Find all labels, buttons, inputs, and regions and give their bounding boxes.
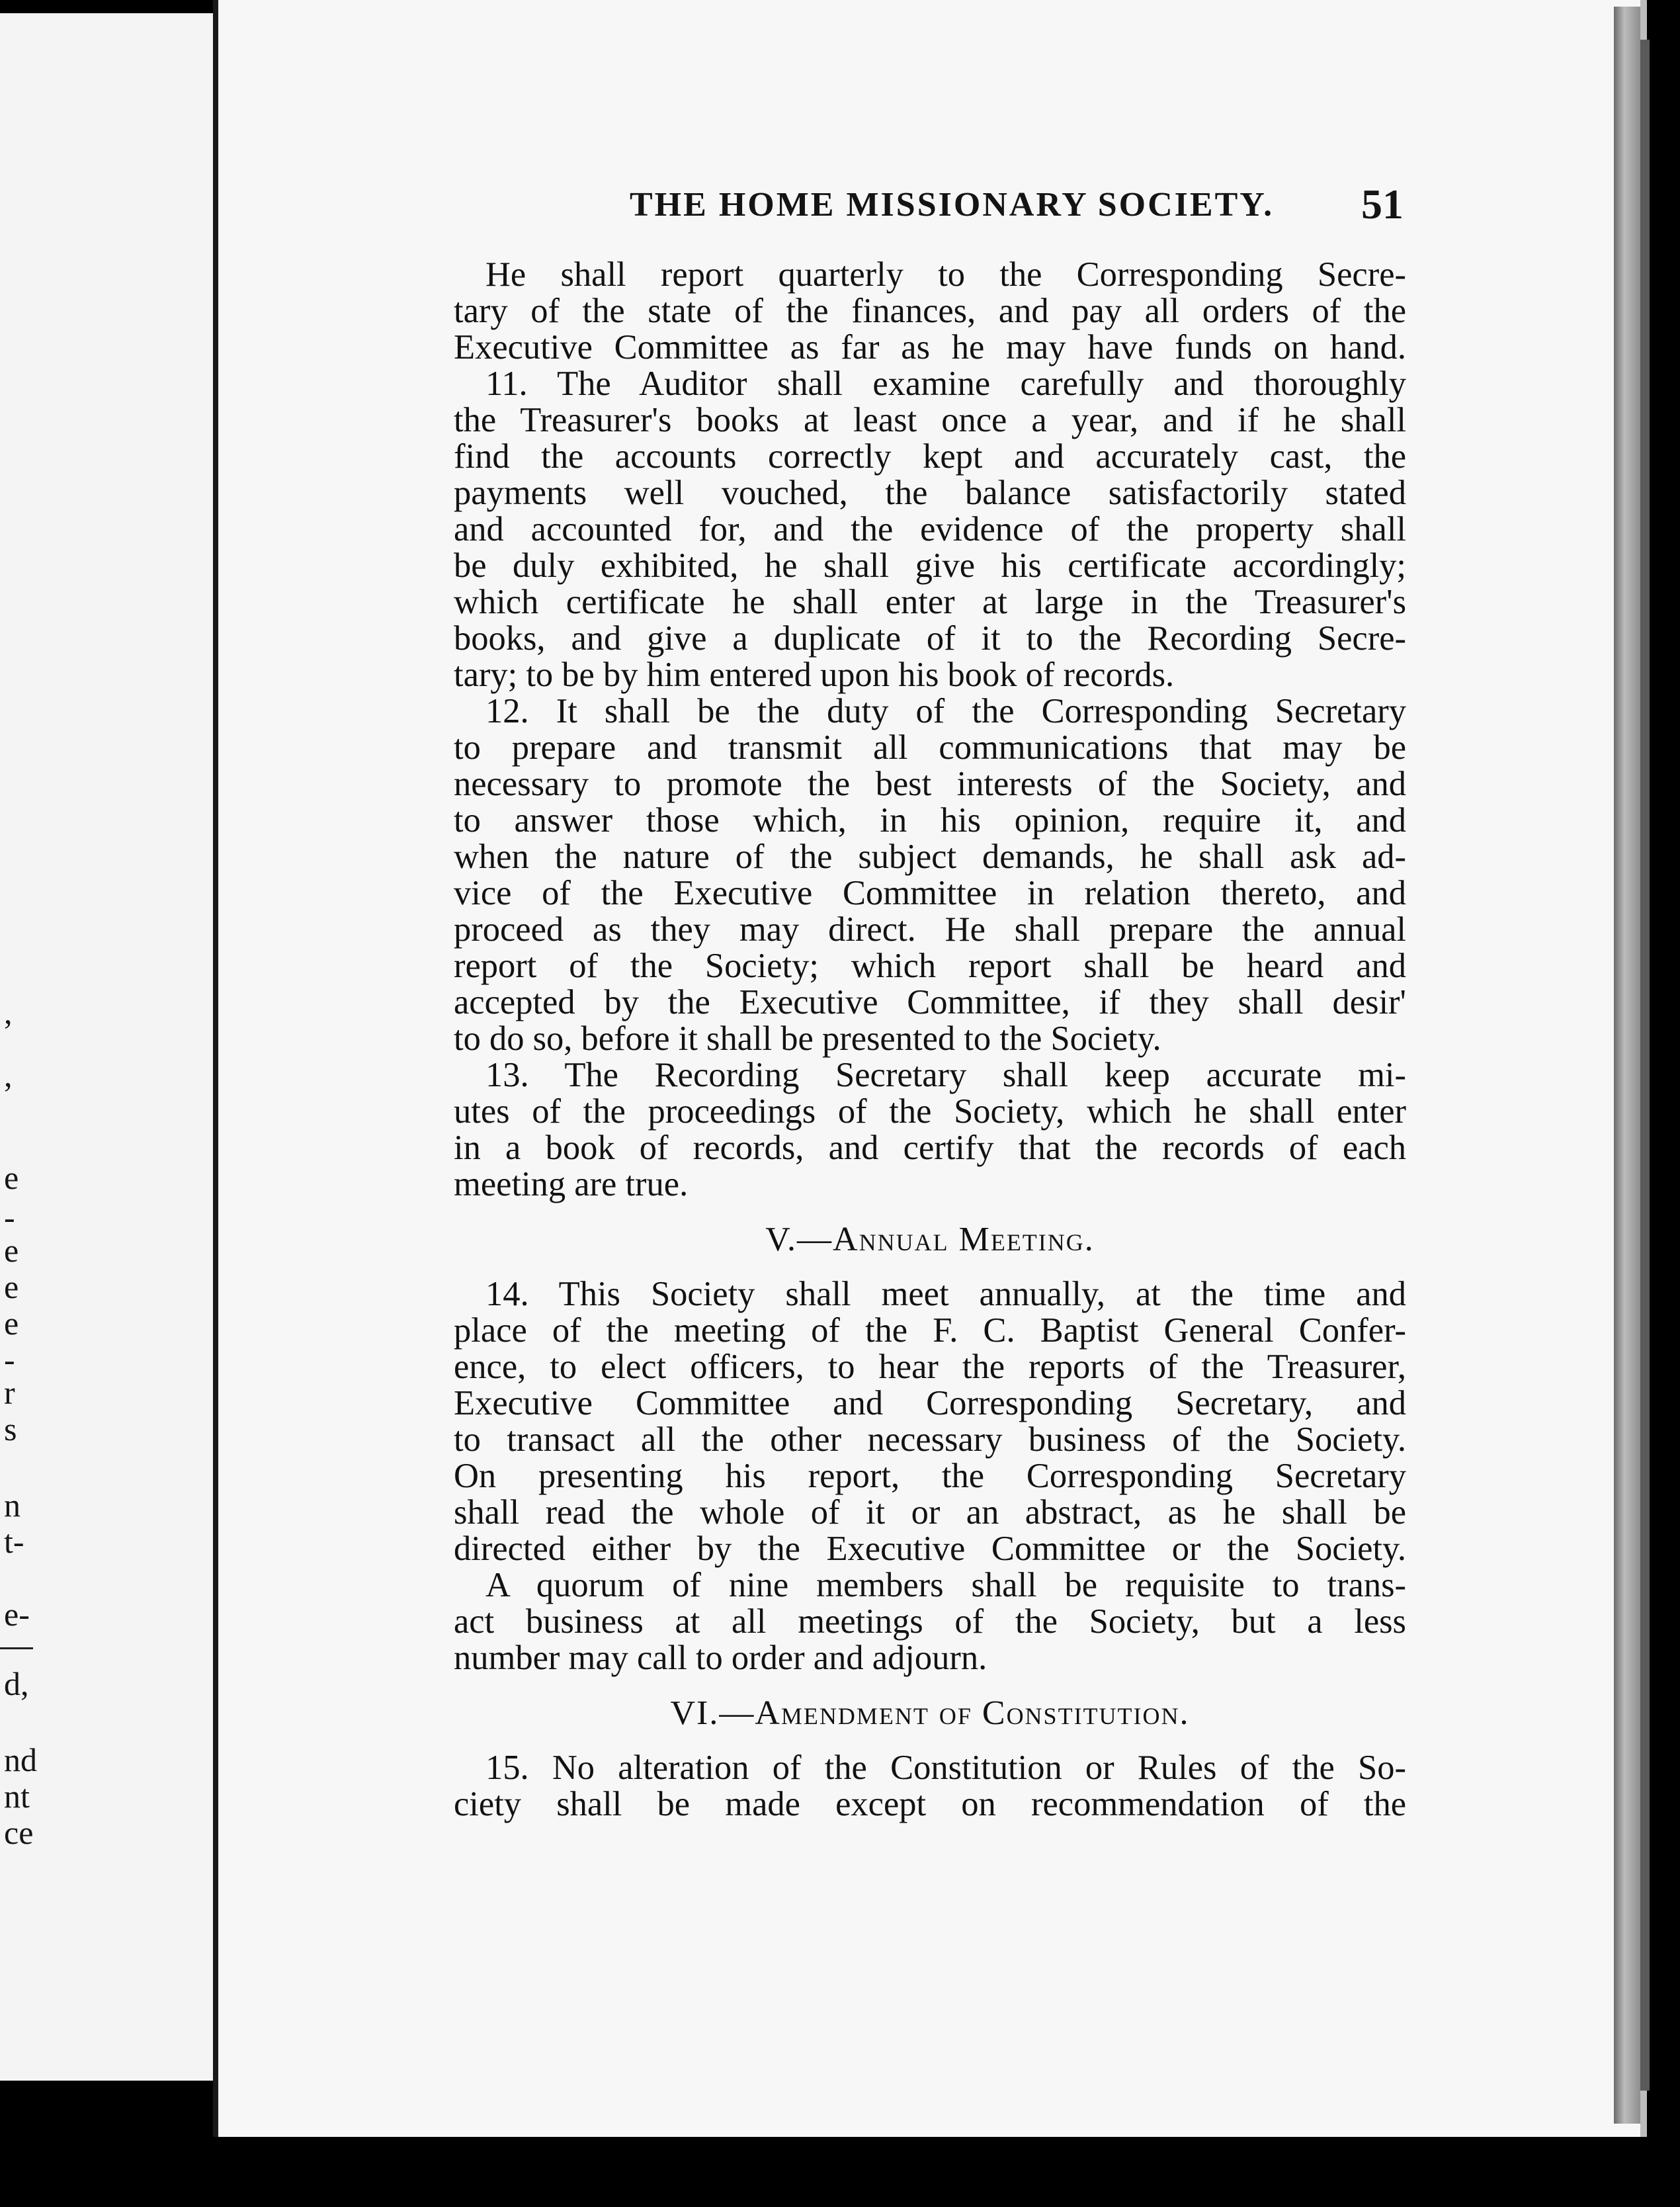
text-line: 15. No alteration of the Constitution or Rules of the So- [485, 1749, 1406, 1787]
running-head [630, 180, 1404, 233]
text-line: shall read the whole of it or an abstract, as he shall be [454, 1493, 1406, 1532]
left-page-fragment: - [4, 1199, 15, 1236]
section-heading: VI.—Amendment of Constitution. [670, 1694, 1190, 1732]
spacer [454, 1676, 1406, 1695]
text-line: tary of the state of the finances, and pay all orders of the [454, 292, 1406, 330]
left-page-fragment: e- [4, 1596, 30, 1633]
text-line: directed either by the Executive Committee or the Society. [454, 1530, 1406, 1568]
text-line: Executive Committee as far as he may have funds on hand. [454, 328, 1406, 367]
text-line: be duly exhibited, he shall give his certificate accordingly; [454, 546, 1406, 585]
left-page-fragment: r [4, 1374, 15, 1411]
spacer [454, 1731, 1406, 1750]
text-line: meeting are true. [454, 1165, 689, 1203]
text-line: find the accounts correctly kept and accurately cast, the [454, 437, 1406, 476]
text-line: and accounted for, and the evidence of the property shall [454, 510, 1406, 548]
running-head-title: THE HOME MISSIONARY SOCIETY. [630, 186, 1275, 224]
text-line: act business at all meetings of the Society, but a less [454, 1602, 1406, 1641]
text-line: ence, to elect officers, to hear the reports of the Treasurer, [454, 1348, 1406, 1386]
left-page-fragment: e [4, 1232, 19, 1269]
left-page-fragment: s [4, 1410, 17, 1448]
text-line: to transact all the other necessary business of the Society. [454, 1420, 1406, 1459]
left-page-rule [0, 1647, 33, 1649]
left-page-fragment: nd [4, 1741, 37, 1778]
text-line: payments well vouched, the balance satisfactorily stated [454, 474, 1406, 512]
left-page-fragment: ce [4, 1814, 34, 1851]
left-page-fragment: n [4, 1487, 21, 1524]
text-line: proceed as they may direct. He shall prepare the annual [454, 910, 1406, 949]
text-line: 12. It shall be the duty of the Corresponding Secretary [485, 692, 1406, 730]
text-line: which certificate he shall enter at large in the Treasurer's [454, 583, 1406, 621]
text-line: to answer those which, in his opinion, require it, and [454, 801, 1406, 840]
text-line: place of the meeting of the F. C. Baptist General Confer- [454, 1311, 1406, 1350]
text-line: to prepare and transmit all communications that may be [454, 728, 1406, 767]
text-line: A quorum of nine members shall be requisite to trans- [485, 1566, 1406, 1604]
text-line: ciety shall be made except on recommendation of the [454, 1785, 1406, 1823]
text-line: the Treasurer's books at least once a year, and if he shall [454, 401, 1406, 439]
text-line: to do so, before it shall be presented to the Society. [454, 1019, 1161, 1058]
text-line: He shall report quarterly to the Corresponding Secre- [485, 255, 1406, 294]
page-edge-shadow [1640, 40, 1650, 2091]
text-line: utes of the proceedings of the Society, which he shall enter [454, 1092, 1406, 1131]
text-line: books, and give a duplicate of it to the Recording Secre- [454, 619, 1406, 658]
left-page-fragment: e [4, 1305, 19, 1342]
body-text [454, 257, 1406, 1823]
left-page-fragment: nt [4, 1778, 30, 1815]
text-line: accepted by the Executive Committee, if they shall desir' [454, 983, 1406, 1021]
text-line: report of the Society; which report shall be heard and [454, 947, 1406, 985]
text-line: Executive Committee and Corresponding Secretary, and [454, 1384, 1406, 1422]
left-page-fragment: e [4, 1159, 19, 1196]
text-line: when the nature of the subject demands, he shall ask ad- [454, 838, 1406, 876]
text-line: 11. The Auditor shall examine carefully and thoroughly [485, 365, 1406, 403]
left-page-fragment: d, [4, 1665, 29, 1702]
text-line: vice of the Executive Committee in relation thereto, and [454, 874, 1406, 912]
spacer [454, 1203, 1406, 1221]
text-line: necessary to promote the best interests of the Society, and [454, 765, 1406, 803]
spacer [454, 1258, 1406, 1276]
text-line: On presenting his report, the Corresponding Secretary [454, 1457, 1406, 1495]
left-page-fragment: - [4, 1341, 15, 1378]
page-number: 51 [1361, 181, 1404, 228]
text-line: 13. The Recording Secretary shall keep accurate mi- [485, 1056, 1406, 1094]
left-page-fragment: t- [4, 1523, 24, 1560]
left-page-fragment: e [4, 1268, 19, 1305]
text-line: 14. This Society shall meet annually, at the time and [485, 1275, 1406, 1313]
text-line: number may call to order and adjourn. [454, 1639, 987, 1677]
text-line: tary; to be by him entered upon his book of records. [454, 656, 1175, 694]
left-page-fragment: , [4, 994, 13, 1031]
text-line: in a book of records, and certify that the records of each [454, 1129, 1406, 1167]
left-page-fragment: , [4, 1057, 13, 1094]
section-heading: V.—Annual Meeting. [765, 1221, 1095, 1258]
page-edge [1614, 7, 1640, 2124]
